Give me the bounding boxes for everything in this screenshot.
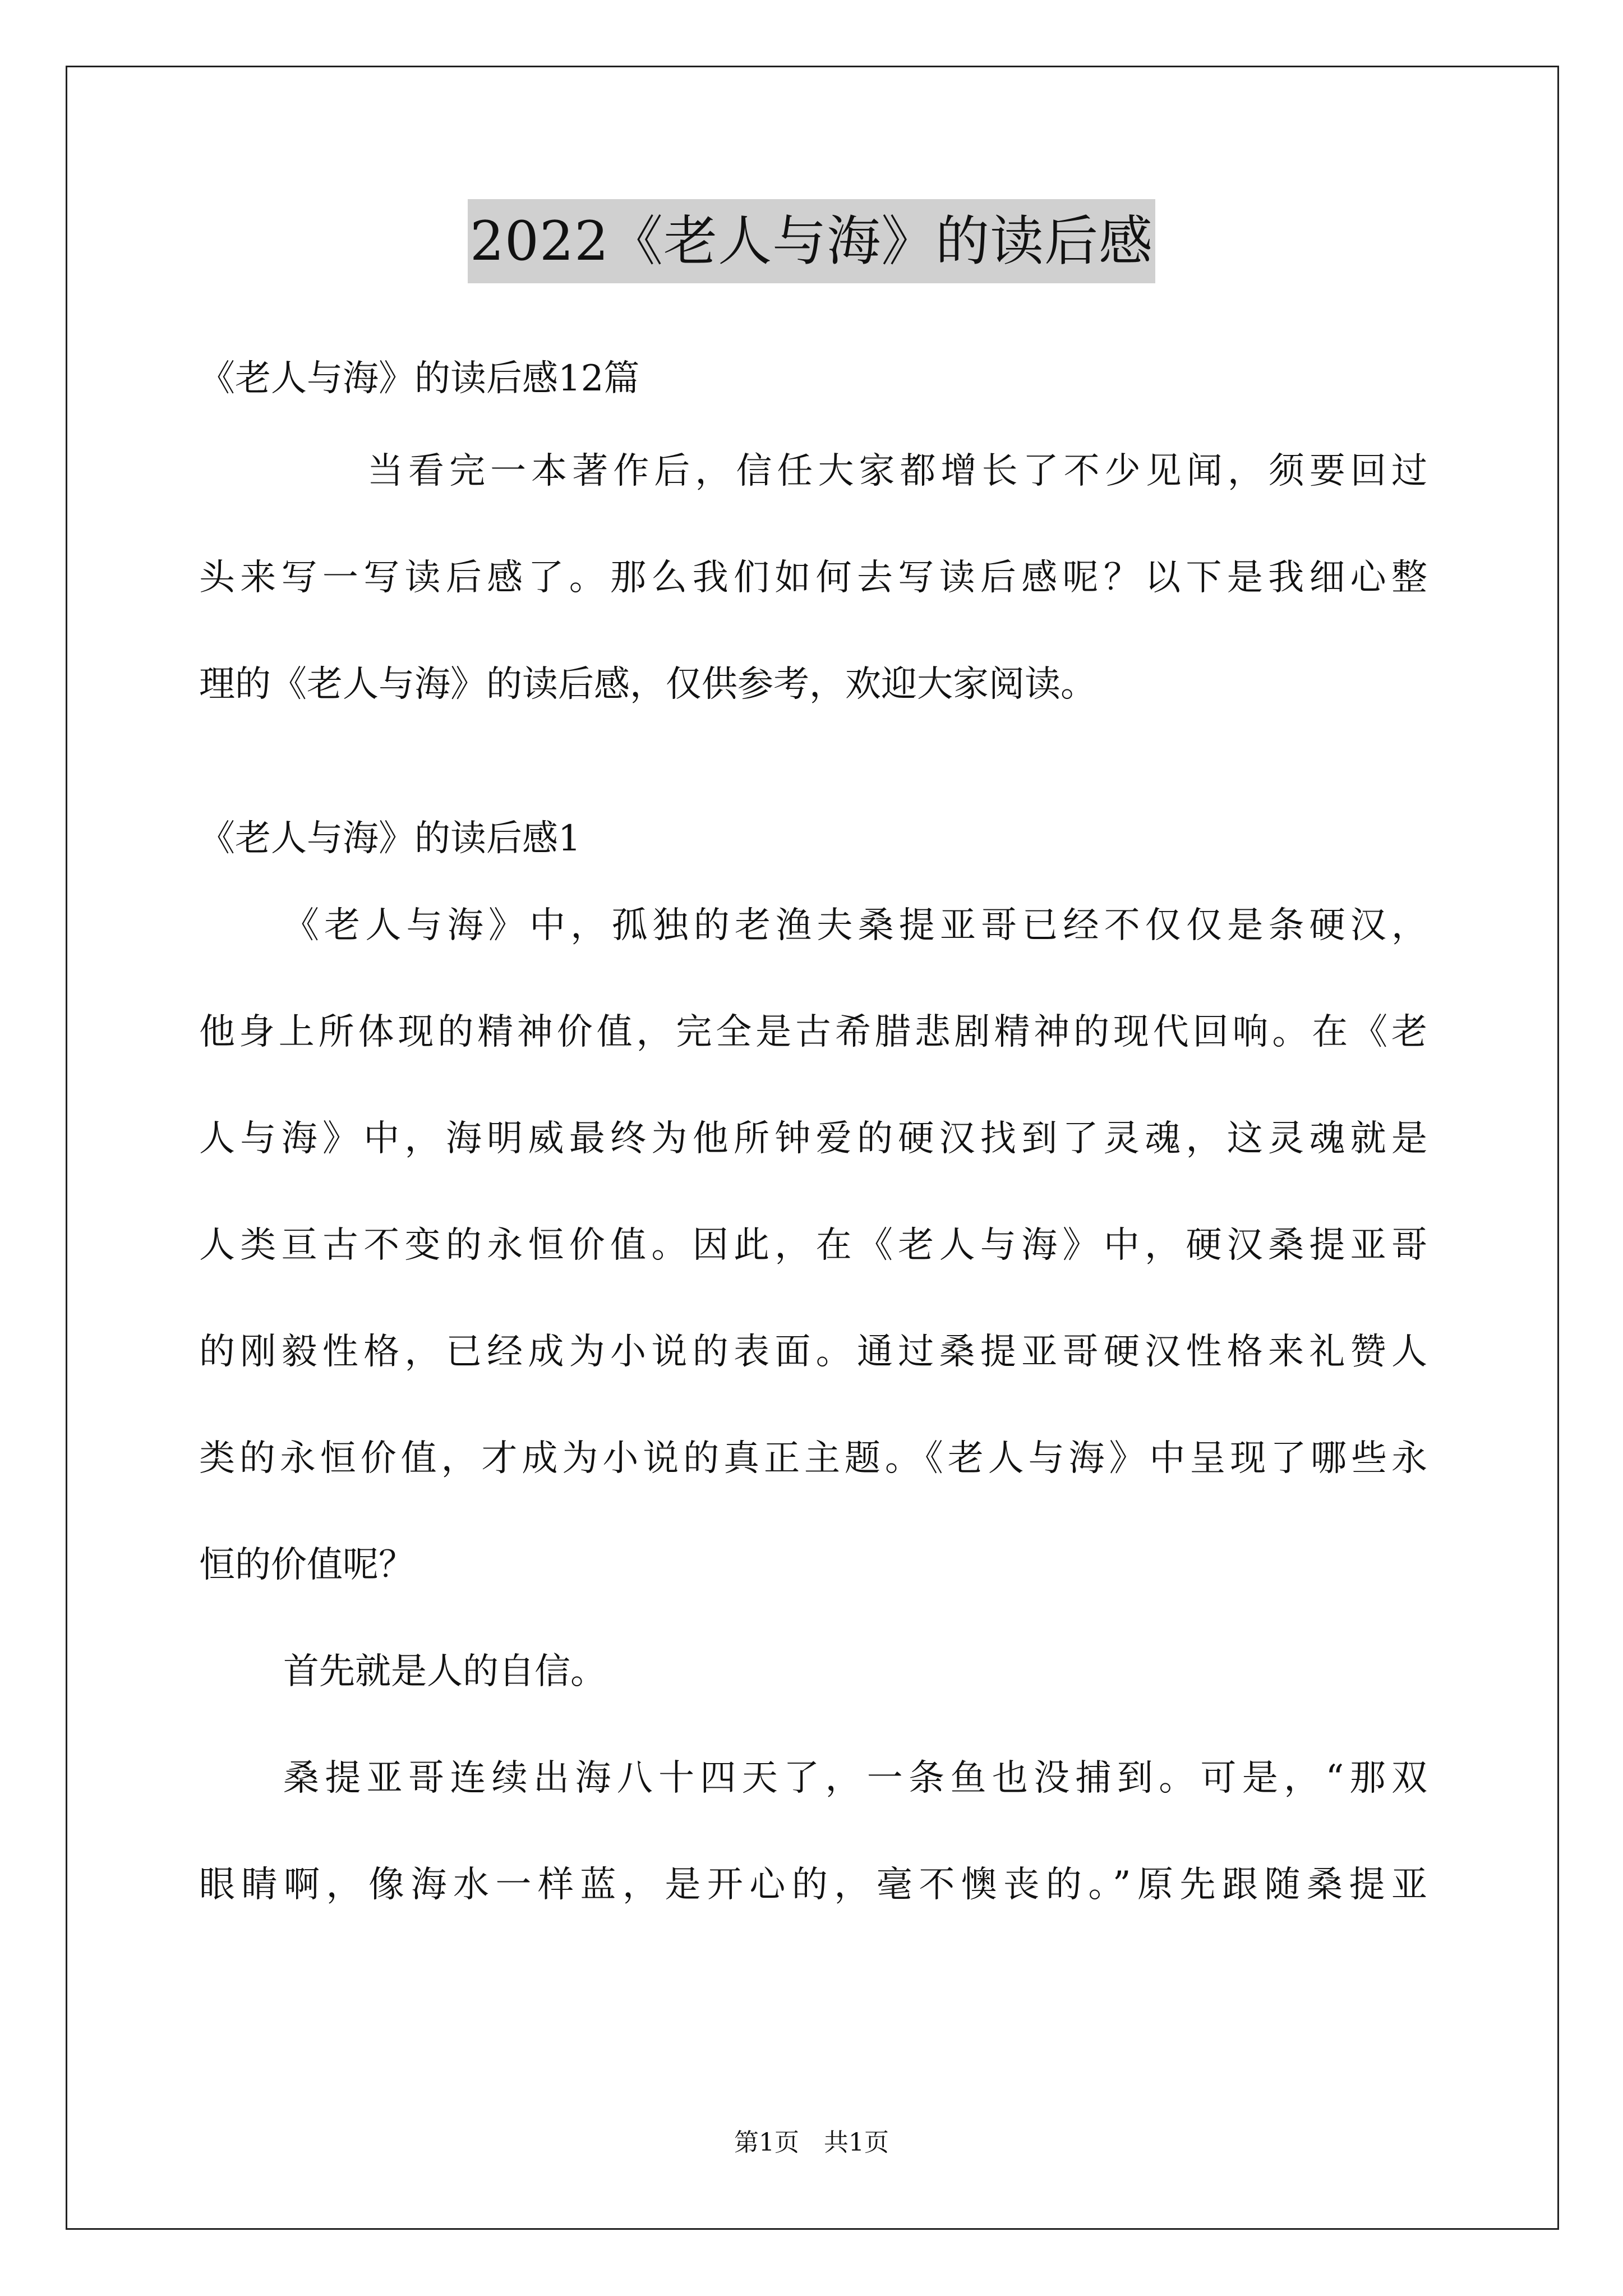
paragraph-line: 他身上所体现的精神价值，完全是古希腊悲剧精神的现代回响。在《老 xyxy=(199,1011,1427,1053)
document-body xyxy=(199,339,1427,1938)
title-wrap xyxy=(0,199,1623,283)
intro-line: 理的《老人与海》的读后感，仅供参考，欢迎大家阅读。 xyxy=(199,664,1096,705)
document-title: 2022《老人与海》的读后感 xyxy=(468,199,1155,283)
intro-line: 头来写一写读后感了。那么我们如何去写读后感呢？以下是我细心整 xyxy=(199,557,1427,599)
document-subtitle: 《老人与海》的读后感12篇 xyxy=(199,358,640,399)
paragraph-line: 首先就是人的自信。 xyxy=(283,1651,606,1692)
paragraph-line: 类的永恒价值，才成为小说的真正主题。《老人与海》中呈现了哪些永 xyxy=(199,1438,1427,1479)
paragraph-line: 恒的价值呢？ xyxy=(199,1544,414,1586)
paragraph-line: 《老人与海》中，孤独的老渔夫桑提亚哥已经不仅仅是条硬汉， xyxy=(283,905,1427,946)
paragraph-line: 人与海》中，海明威最终为他所钟爱的硬汉找到了灵魂，这灵魂就是 xyxy=(199,1118,1427,1159)
section-heading: 《老人与海》的读后感1 xyxy=(199,818,581,859)
paragraph-line: 人类亘古不变的永恒价值。因此，在《老人与海》中，硬汉桑提亚哥 xyxy=(199,1225,1427,1266)
paragraph-line: 的刚毅性格，已经成为小说的表面。通过桑提亚哥硬汉性格来礼赞人 xyxy=(199,1331,1427,1373)
paragraph-line: 桑提亚哥连续出海八十四天了，一条鱼也没捕到。可是，“那双 xyxy=(283,1757,1427,1799)
paragraph-line: 眼睛啊，像海水一样蓝，是开心的，毫不懊丧的。”原先跟随桑提亚 xyxy=(199,1864,1427,1906)
page-footer: 第1页 共1页 xyxy=(734,2128,889,2157)
intro-line: 当看完一本著作后，信任大家都增长了不少见闻，须要回过 xyxy=(367,450,1427,492)
